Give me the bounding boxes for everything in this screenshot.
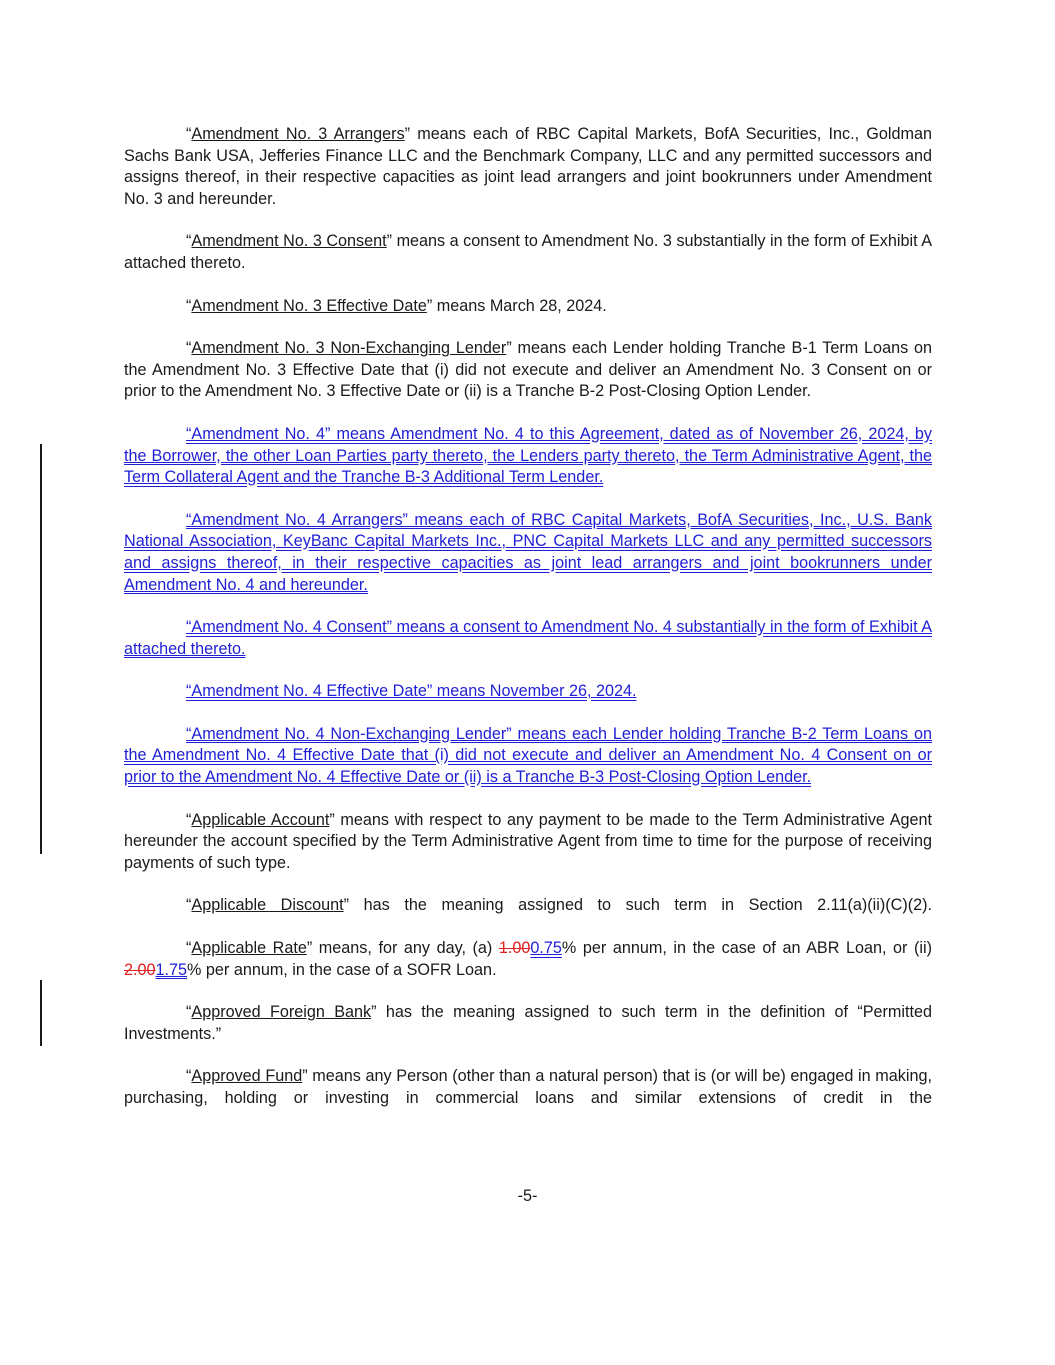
defined-term: Applicable Account [191, 810, 330, 829]
definition-applicable-discount: “Applicable Discount” has the meaning assigned to such term in Section 2.11(a)(ii)(C)(2). [186, 896, 932, 915]
change-bar-applicable-rate [40, 980, 42, 1046]
page-number: -5- [517, 1187, 538, 1205]
definition-amendment-4 [124, 424, 932, 489]
inserted-text: “Amendment No. 4 Arrangers” means each of RBC Capital Markets, BofA Securities, Inc., U.S. Bank National Association, KeyBanc Capital Markets Inc., PNC Capital Markets LLC and any permitted successors and assigns thereof, in their respective capacities as joint lead arrangers and joint bookrunners under Amendment No. 4 and hereunder. [124, 510, 932, 594]
inserted-text: “Amendment No. 4 Effective Date” means November 26, 2024. [186, 682, 637, 701]
defined-term: Approved Fund [191, 1067, 303, 1086]
defined-term: Amendment No. 3 Effective Date [191, 296, 427, 315]
definition-amendment-4-non-exchanging-lender [124, 724, 932, 789]
definition-amendment-4-consent [124, 617, 932, 660]
defined-term: Amendment No. 3 Arrangers [191, 125, 405, 143]
deleted-text: 1.00 [498, 939, 531, 958]
inserted-text: 1.75 [155, 960, 188, 979]
definition-approved-fund: “Approved Fund” means any Person (other than a natural person) that is (or will be) engaged in making, purchasing, holding or investing in commercial loans and similar extensions of credit in the [124, 1067, 932, 1107]
defined-term: Amendment No. 3 Consent [191, 232, 387, 251]
definition-applicable-rate: “Applicable Rate” means, for any day, (a) 1.000.75% per annum, in the case of an ABR Loan, or (ii) 2.001.75% per annum, in the case of a SOFR Loan. [124, 939, 932, 979]
document-page [124, 124, 932, 1131]
inserted-text: 0.75 [530, 939, 562, 958]
definition-approved-foreign-bank: “Approved Foreign Bank” has the meaning assigned to such term in the definition of “Permitted Investments.” [124, 1003, 933, 1043]
definition-amendment-3-consent: “Amendment No. 3 Consent” means a consent to Amendment No. 3 substantially in the form of Exhibit A attached thereto. [124, 232, 932, 272]
defined-term: Amendment No. 3 Non-Exchanging Lender [191, 339, 507, 358]
defined-term: Approved Foreign Bank [191, 1003, 372, 1022]
definition-applicable-account: “Applicable Account” means with respect to any payment to be made to the Term Administrative Agent hereunder the account specified by the Term Administrative Agent from time to time for the purpose of receiving payments of such type. [124, 810, 932, 872]
definition-amendment-3-arrangers: “Amendment No. 3 Arrangers” means each of RBC Capital Markets, BofA Securities, Inc., Goldman Sachs Bank USA, Jefferies Finance LLC and the Benchmark Company, LLC and any permitted successors and assigns thereof, in their respective capacities as joint lead arrangers and joint bookrunners under Amendment No. 3 and hereunder. [124, 125, 932, 208]
change-bar-amendment-4 [40, 444, 42, 854]
defined-term: Applicable Discount [191, 896, 344, 915]
inserted-text: “Amendment No. 4 Non-Exchanging Lender” means each Lender holding Tranche B-2 Term Loans on the Amendment No. 4 Effective Date that (i) did not execute and deliver an Amendment No. 4 Consent on or prior to the Amendment No. 4 Effective Date or (ii) is a Tranche B-3 Post-Closing Option Lender. [124, 724, 932, 787]
definition-amendment-3-non-exchanging-lender: “Amendment No. 3 Non-Exchanging Lender” means each Lender holding Tranche B-1 Term Loans on the Amendment No. 3 Effective Date that (i) did not execute and deliver an Amendment No. 3 Consent on or prior to the Amendment No. 3 Effective Date or (ii) is a Tranche B-2 Post-Closing Option Lender. [124, 339, 933, 401]
definition-amendment-4-arrangers [124, 510, 932, 596]
defined-term: Applicable Rate [191, 939, 307, 958]
definition-amendment-3-effective-date: “Amendment No. 3 Effective Date” means March 28, 2024. [186, 296, 607, 315]
deleted-text: 2.00 [124, 960, 156, 979]
definition-amendment-4-effective-date [124, 681, 932, 703]
inserted-text: “Amendment No. 4” means Amendment No. 4 to this Agreement, dated as of November 26, 2024, by the Borrower, the other Loan Parties party thereto, the Lenders party thereto, the Term Administrative Agent, the Term Collateral Agent and the Tranche B-3 Additional Term Lender. [124, 424, 932, 487]
inserted-text: “Amendment No. 4 Consent” means a consent to Amendment No. 4 substantially in the form of Exhibit A attached thereto. [124, 618, 932, 658]
